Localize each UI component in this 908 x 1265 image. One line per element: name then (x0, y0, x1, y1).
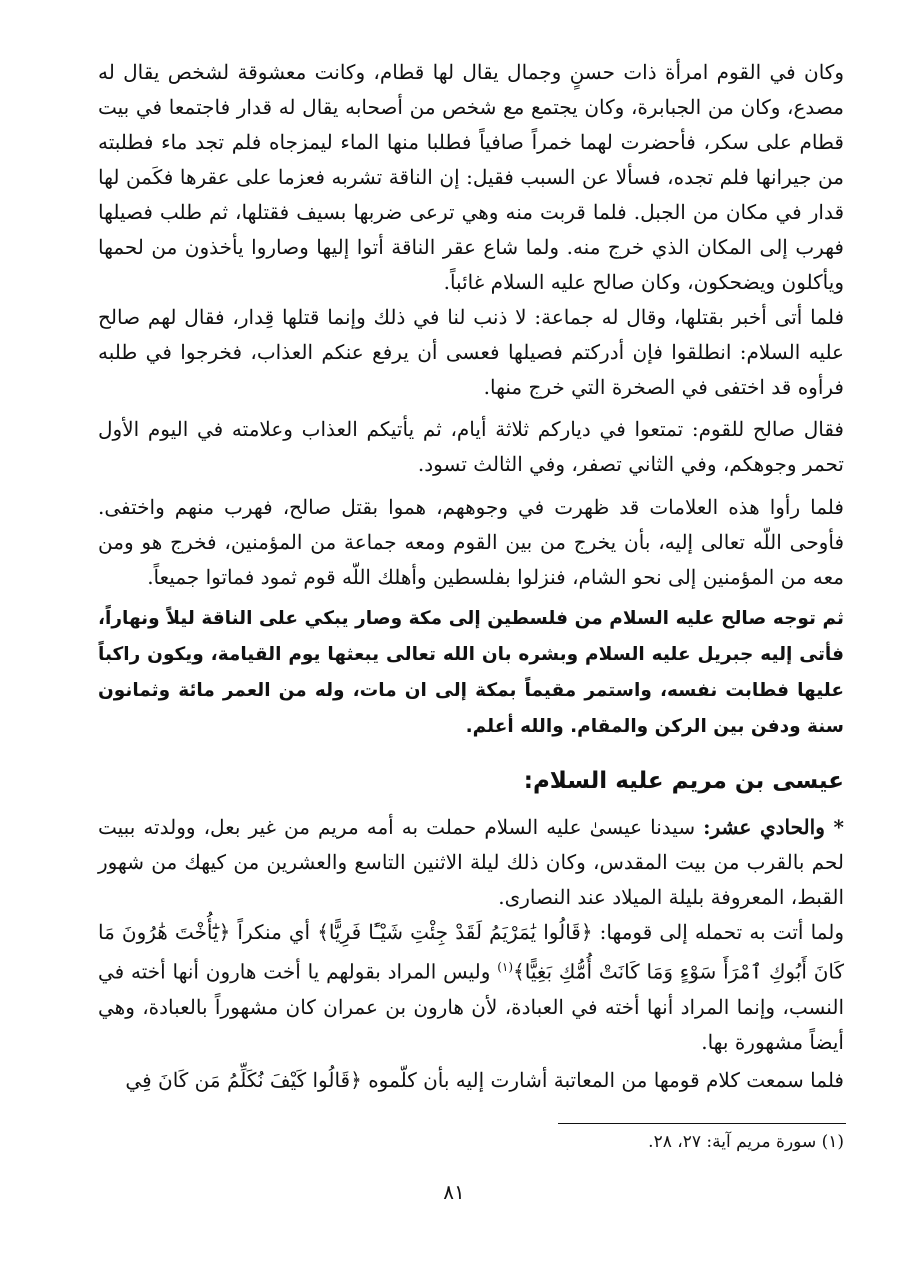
paragraph-final (98, 1063, 844, 1098)
paragraph-text: فلما أتى أخبر بقتلها، وقال له جماعة: لا ذنب لنا في ذلك وإنما قتلها قِدار، فقال لهم صالح عليه السلام: انطلقوا فإن أدركتم فصيلها فعسى أن يرفع عنكم العذاب، فخرجوا في طلبه فرأوه قد اختفى في الصخرة التي خرج منها. (98, 305, 844, 399)
paragraph-text (98, 915, 844, 1060)
section-heading: عيسى بن مريم عليه السلام: (523, 768, 844, 794)
paragraph-text (98, 810, 844, 915)
explanation-text: وليس المراد بقولهم يا أخت هارون أنها أخته في النسب، وإنما المراد أنها أخته في العبادة، لأن هارون بن عمران كان مشهوراً بالعبادة، وهي أيضاً مشهورة بها. (98, 959, 844, 1054)
paragraph-text: ثم توجه صالح عليه السلام من فلسطين إلى مكة وصار يبكي على الناقة ليلاً ونهاراً، فأتى إليه جبريل عليه السلام وبشره بان الله تعالى يبعثها يوم القيامة، ويكون راكباً عليها فطابت نفسه، واستمر مقيماً بمكة إلى ان مات، وله من العمر مائة وثمانون سنة ودفن بين الركن والمقام. والله أعلم. (98, 608, 844, 737)
footnote: (١) سورة مريم آية: ٢٧، ٢٨. (648, 1132, 844, 1152)
lead-text: سيدنا عيسىٰ عليه السلام حملت به أمه مريم من غير بعل، وولدته ببيت لحم بالقرب من بيت المقدس، وكان ذلك ليلة الاثنين التاسع والعشرين من كيهك من شهور القبط، المعروفة بليلة الميلاد عند النصارى. (98, 815, 844, 909)
paragraph-qatam-story (98, 55, 844, 300)
paragraph-three-days (98, 412, 844, 482)
page-number: ٨١ (443, 1180, 465, 1204)
paragraph-quran-quote (98, 915, 844, 1060)
paragraph-escape (98, 490, 844, 595)
quote-text: ولما أتت به تحمله إلى قومها: ﴿قَالُوا يَٰمَرْيَمُ لَقَدْ جِئْتِ شَيْـًٔا فَرِيًّا﴾ أي منكراً ﴿يَٰٓأُخْتَ هَٰرُونَ مَا كَانَ أَبُوكِ ٱمْرَأَ سَوْءٍ وَمَا كَانَتْ أُمُّكِ بَغِيًّا﴾ (98, 920, 845, 984)
paragraph-isa-birth (98, 810, 844, 915)
footnote-ref: (١) (497, 960, 514, 974)
footnote-separator (558, 1123, 846, 1124)
paragraph-text: فقال صالح للقوم: تمتعوا في دياركم ثلاثة أيام، ثم يأتيكم العذاب وعلامته في اليوم الأول تحمر وجوهكم، وفي الثاني تصفر، وفي الثالث تسود. (98, 417, 844, 476)
paragraph-text: فلما سمعت كلام قومها من المعاتبة أشارت إليه بأن كلّموه ﴿قَالُوا كَيْفَ نُكَلِّمُ مَن كَانَ فِي (125, 1068, 844, 1092)
paragraph-text: وكان في القوم امرأة ذات حسنٍ وجمال يقال لها قطام، وكانت معشوقة لشخص يقال له مصدع، وكان من الجبابرة، وكان يجتمع مع شخص من أصحابه يقال له قدار فاجتمعا في بيت قطام على سكر، فأحضرت لهما خمراً صافياً فطلبا منها الماء ليمزجاه فلم تجد ماء فطلبته من جيرانها فلم تجده، فسألا عن السبب فقيل: إن الناقة تشربه فعزما على عقرها فكَمن لها قدار في مكان من الجبل. فلما قربت منه وهي ترعى ضربها بسيف فقتلها، ثم طلب فصيلها فهرب إلى المكان الذي خرج منه. ولما شاع عقر الناقة أتوا إليها وصاروا يأخذون من لحمها ويأكلون ويضحكون، وكان صالح عليه السلام غائباً. (98, 60, 845, 294)
paragraph-bold-summary (98, 601, 844, 745)
lead-label: * والحادي عشر: (703, 815, 844, 839)
paragraph-text: فلما رأوا هذه العلامات قد ظهرت في وجوههم، هموا بقتل صالح، فهرب منهم واختفى. فأوحى اللّه تعالى إليه، بأن يخرج من بين القوم ومعه جماعة من المؤمنين، فخرج هو ومن معه من المؤمنين إلى نحو الشام، فنزلوا بفلسطين وأهلك اللّه قوم ثمود فماتوا جميعاً. (98, 495, 844, 589)
paragraph-saleh-response (98, 300, 844, 405)
